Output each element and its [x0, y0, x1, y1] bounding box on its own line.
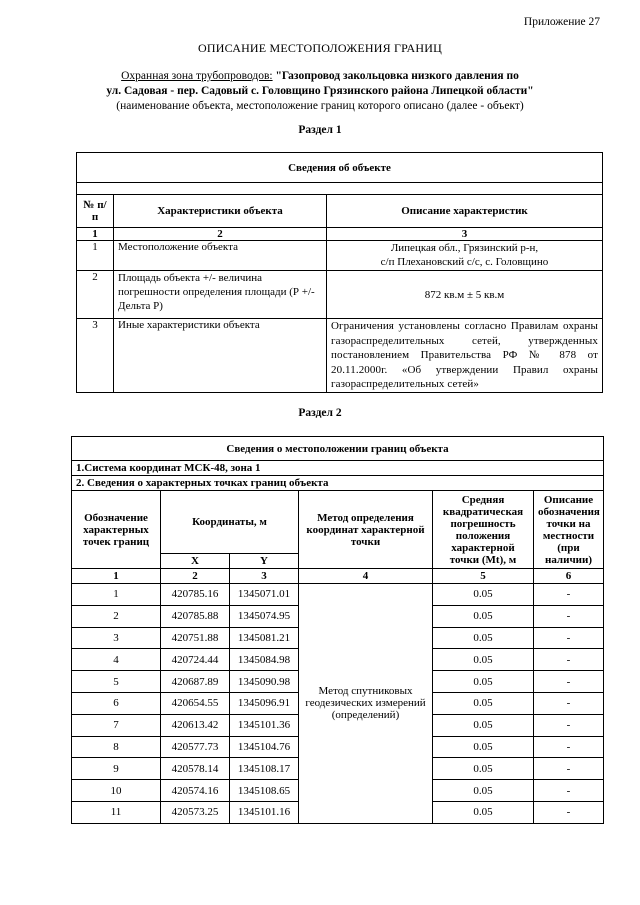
point-x: 420574.16 — [161, 780, 230, 802]
point-x: 420751.88 — [161, 627, 230, 649]
header-mean-error: Средняя квадратическая погрешность положения характерной точки (Mt), м — [433, 491, 534, 569]
header-point-description: Описание обозначения точки на местности (при наличии) — [534, 491, 604, 569]
row-characteristic: Площадь объекта +/- величина погрешности определения площади (Р +/- Дельта Р) — [114, 271, 327, 319]
appendix-label: Приложение 27 — [523, 16, 600, 28]
point-description: - — [534, 692, 604, 714]
point-x: 420687.89 — [161, 671, 230, 693]
header-point-designation: Обозначение характерных точек границ — [72, 491, 161, 569]
object-name-line-2 — [60, 84, 580, 99]
point-mean-error: 0.05 — [433, 714, 534, 736]
col-index-4: 4 — [299, 569, 433, 584]
point-number: 2 — [72, 605, 161, 627]
point-mean-error: 0.05 — [433, 671, 534, 693]
row-description: 872 кв.м ± 5 кв.м — [327, 271, 603, 319]
point-y: 1345104.76 — [230, 736, 299, 758]
col-index-1: 1 — [77, 228, 114, 241]
point-y: 1345108.17 — [230, 758, 299, 780]
section-2-title: Раздел 2 — [298, 407, 342, 419]
table-row — [77, 319, 603, 393]
col-index-6: 6 — [534, 569, 604, 584]
point-x: 420785.88 — [161, 605, 230, 627]
point-description: - — [534, 780, 604, 802]
col-index-5: 5 — [433, 569, 534, 584]
table-row — [72, 584, 604, 606]
point-mean-error: 0.05 — [433, 649, 534, 671]
point-mean-error: 0.05 — [433, 584, 534, 606]
point-number: 7 — [72, 714, 161, 736]
object-name-note: (наименование объекта, местоположение границ которого описано (далее - объект) — [116, 100, 524, 112]
point-number: 4 — [72, 649, 161, 671]
document-title: ОПИСАНИЕ МЕСТОПОЛОЖЕНИЯ ГРАНИЦ — [198, 41, 442, 55]
header-characteristics: Характеристики объекта — [114, 195, 327, 228]
object-name-part-1: "Газопровод закольцовка низкого давления по — [275, 70, 519, 82]
point-description: - — [534, 627, 604, 649]
col-index-3: 3 — [327, 228, 603, 241]
zone-prefix: Охранная зона трубопроводов: — [121, 70, 273, 82]
boundary-table-title: Сведения о местоположении границ объекта — [72, 437, 604, 461]
point-number: 8 — [72, 736, 161, 758]
location-line-2: с/п Плехановский с/с, с. Головщино — [380, 256, 549, 268]
point-mean-error: 0.05 — [433, 758, 534, 780]
point-x: 420654.55 — [161, 692, 230, 714]
col-index-2: 2 — [161, 569, 230, 584]
point-x: 420573.25 — [161, 801, 230, 823]
coordinate-system: 1.Система координат МСК-48, зона 1 — [72, 461, 604, 476]
header-method: Метод определения координат характерной точки — [299, 491, 433, 569]
point-number: 9 — [72, 758, 161, 780]
point-y: 1345101.36 — [230, 714, 299, 736]
spacer-row — [77, 183, 603, 195]
point-description: - — [534, 605, 604, 627]
header-y: Y — [230, 554, 299, 569]
col-index-1: 1 — [72, 569, 161, 584]
point-description: - — [534, 736, 604, 758]
row-description: Ограничения установлены согласно Правилам охраны газораспределительных сетей, утвержденных постановлением Правительства РФ № 878 от 20.11.2000г. «Об утверждении Правил охраны газораспределительных сетей» — [327, 319, 603, 393]
row-characteristic: Местоположение объекта — [114, 241, 327, 271]
header-num: № п/п — [77, 195, 114, 228]
row-characteristic: Иные характеристики объекта — [114, 319, 327, 393]
point-description: - — [534, 649, 604, 671]
point-x: 420785.16 — [161, 584, 230, 606]
object-info-table-title: Сведения об объекте — [77, 153, 603, 183]
point-x: 420577.73 — [161, 736, 230, 758]
point-y: 1345108.65 — [230, 780, 299, 802]
point-number: 11 — [72, 801, 161, 823]
row-num: 1 — [77, 241, 114, 271]
point-number: 5 — [72, 671, 161, 693]
object-info-table — [76, 152, 603, 393]
point-description: - — [534, 801, 604, 823]
point-y: 1345071.01 — [230, 584, 299, 606]
row-num: 3 — [77, 319, 114, 393]
object-name-part-2: ул. Садовая - пер. Садовый с. Головщино Грязинского района Липецкой области" — [106, 85, 534, 97]
point-description: - — [534, 671, 604, 693]
point-y: 1345081.21 — [230, 627, 299, 649]
table-row — [77, 241, 603, 271]
point-x: 420578.14 — [161, 758, 230, 780]
point-y: 1345084.98 — [230, 649, 299, 671]
boundary-points-table — [71, 436, 604, 824]
point-y: 1345096.91 — [230, 692, 299, 714]
object-description — [60, 69, 580, 114]
point-mean-error: 0.05 — [433, 627, 534, 649]
point-number: 10 — [72, 780, 161, 802]
section-1-title: Раздел 1 — [298, 124, 342, 136]
row-description — [327, 241, 603, 271]
point-number: 1 — [72, 584, 161, 606]
table-row — [77, 271, 603, 319]
point-number: 3 — [72, 627, 161, 649]
row-num: 2 — [77, 271, 114, 319]
header-x: X — [161, 554, 230, 569]
point-description: - — [534, 584, 604, 606]
point-x: 420724.44 — [161, 649, 230, 671]
point-number: 6 — [72, 692, 161, 714]
point-description: - — [534, 758, 604, 780]
points-section-title: 2. Сведения о характерных точках границ объекта — [72, 476, 604, 491]
point-mean-error: 0.05 — [433, 780, 534, 802]
col-index-3: 3 — [230, 569, 299, 584]
point-mean-error: 0.05 — [433, 692, 534, 714]
header-coordinates: Координаты, м — [161, 491, 299, 554]
point-mean-error: 0.05 — [433, 801, 534, 823]
method-cell: Метод спутниковых геодезических измерений (определений) — [299, 584, 433, 824]
points-body — [72, 584, 604, 824]
col-index-2: 2 — [114, 228, 327, 241]
point-y: 1345101.16 — [230, 801, 299, 823]
header-description: Описание характеристик — [327, 195, 603, 228]
object-name-line-1 — [60, 69, 580, 84]
location-line-1: Липецкая обл., Грязинский р-н, — [390, 242, 539, 254]
point-description: - — [534, 714, 604, 736]
point-y: 1345090.98 — [230, 671, 299, 693]
point-mean-error: 0.05 — [433, 605, 534, 627]
point-mean-error: 0.05 — [433, 736, 534, 758]
point-x: 420613.42 — [161, 714, 230, 736]
point-y: 1345074.95 — [230, 605, 299, 627]
